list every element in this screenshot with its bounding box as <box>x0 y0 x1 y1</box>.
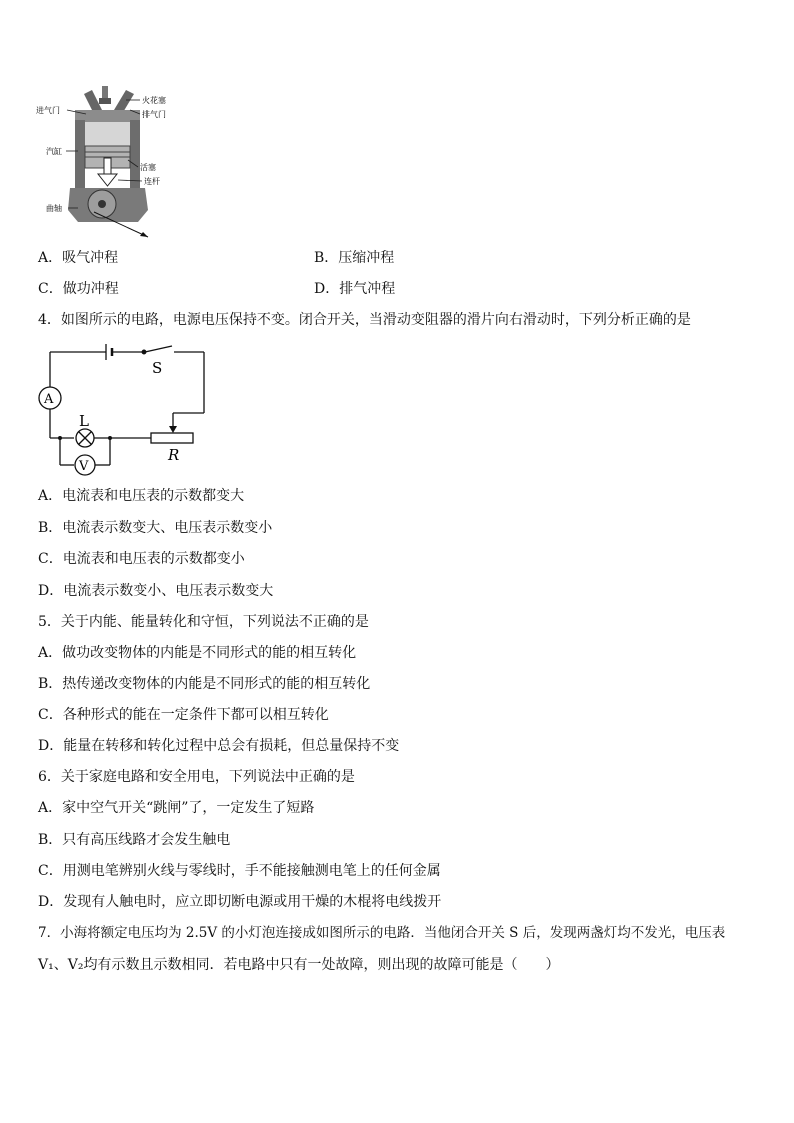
label-exhaust-valve: 排气门 <box>142 110 166 119</box>
lamp-label: L <box>79 412 89 430</box>
q5-option-a: A．做功改变物体的内能是不同形式的能的相互转化 <box>38 645 357 661</box>
label-crankshaft: 曲轴 <box>46 204 62 213</box>
label-intake-valve: 进气门 <box>36 106 60 115</box>
voltmeter-label: V <box>79 459 89 474</box>
q4-stem: 4．如图所示的电路，电源电压保持不变。闭合开关，当滑动变阻器的滑片向右滑动时，下列分析正确的是 <box>38 312 691 328</box>
ammeter-label: A <box>44 392 54 407</box>
rheostat-label: R <box>168 446 180 464</box>
q3-option-d: D．排气冲程 <box>314 281 396 297</box>
q4-option-d: D．电流表示数变小、电压表示数变大 <box>38 583 274 599</box>
q3-option-b: B．压缩冲程 <box>314 250 395 266</box>
q6-option-d: D．发现有人触电时，应立即切断电源或用干燥的木棍将电线拨开 <box>38 894 442 910</box>
q6-option-a: A．家中空气开关“跳闸”了，一定发生了短路 <box>38 800 315 816</box>
q4-option-c: C．电流表和电压表的示数都变小 <box>38 551 245 567</box>
switch-label: S <box>152 359 163 377</box>
q6-stem: 6．关于家庭电路和安全用电，下列说法中正确的是 <box>38 769 355 785</box>
q7-stem-line2: V₁、V₂均有示数且示数相同．若电路中只有一处故障，则出现的故障可能是（ ） <box>38 957 560 973</box>
q6-option-b: B．只有高压线路才会发生触电 <box>38 832 231 848</box>
label-cylinder: 汽缸 <box>46 147 62 156</box>
q3-option-a: A．吸气冲程 <box>38 250 119 266</box>
q5-stem: 5．关于内能、能量转化和守恒，下列说法不正确的是 <box>38 614 369 630</box>
label-connecting-rod: 连杆 <box>144 177 160 186</box>
q4-circuit-diagram <box>34 340 214 480</box>
q3-option-c: C．做功冲程 <box>38 281 119 297</box>
q5-option-d: D．能量在转移和转化过程中总会有损耗，但总量保持不变 <box>38 738 400 754</box>
q5-option-c: C．各种形式的能在一定条件下都可以相互转化 <box>38 707 329 723</box>
label-spark-plug: 火花塞 <box>142 96 166 105</box>
label-piston: 活塞 <box>140 163 156 172</box>
engine-diagram <box>30 80 200 245</box>
q7-stem-line1: 7．小海将额定电压均为 2.5V 的小灯泡连接成如图所示的电路．当他闭合开关 S 后，发现两盏灯均不发光，电压表 <box>38 925 726 941</box>
q5-option-b: B．热传递改变物体的内能是不同形式的能的相互转化 <box>38 676 371 692</box>
q4-option-b: B．电流表示数变大、电压表示数变小 <box>38 520 273 536</box>
q6-option-c: C．用测电笔辨别火线与零线时，手不能接触测电笔上的任何金属 <box>38 863 441 879</box>
q4-option-a: A．电流表和电压表的示数都变大 <box>38 488 245 504</box>
